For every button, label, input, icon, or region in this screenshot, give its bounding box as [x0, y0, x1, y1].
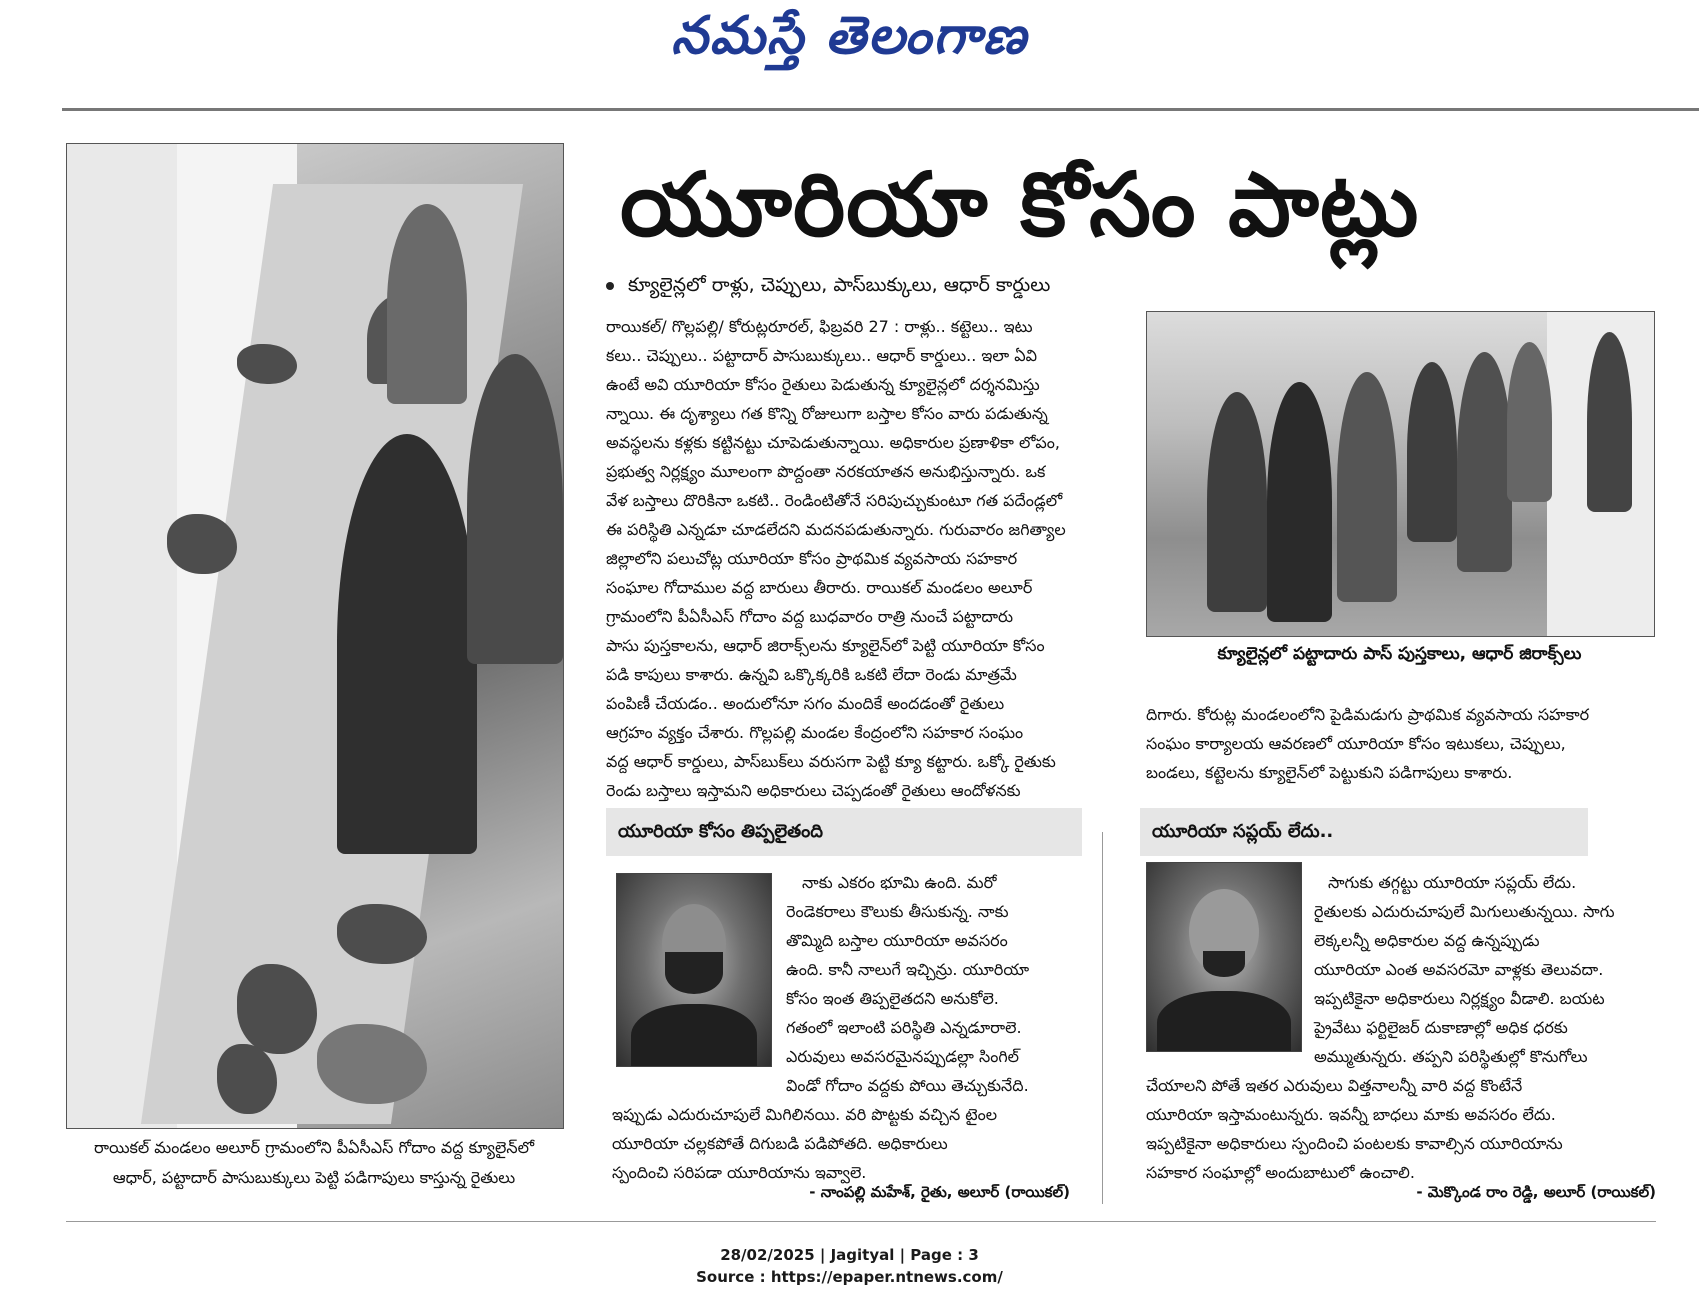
left-photo [66, 143, 564, 1129]
box-line: స్పందించి సరిపడా యూరియాను ఇవ్వాలె. [612, 1163, 867, 1182]
body-line: జిల్లాలోని పలుచోట్ల యూరియా కోసం ప్రాథమిక వ్యవసాయ సహకార [606, 549, 1018, 568]
body-line: న్నాయి. ఈ దృశ్యాలు గత కొన్ని రోజులుగా బస్తాల కోసం వారు పడుతున్న [606, 404, 1048, 423]
body-line: అవస్థలను కళ్లకు కట్టినట్టు చూపెడుతున్నాయి. అధికారుల ప్రణాళికా లోపం, [606, 433, 1061, 452]
body-line: పంపిణీ చేయడం.. అందులోనూ సగం మందికే అందడంతో రైతులు [606, 694, 1005, 713]
body-line: దిగారు. కోరుట్ల మండలంలోని పైడిమడుగు ప్రాథమిక వ్యవసాయ సహకార [1146, 705, 1590, 724]
box-left-full-text [612, 1100, 1074, 1187]
box-line: రెండెకరాలు కౌలుకు తీసుకున్న. నాకు [786, 902, 1009, 921]
footer-date-edition: 28/02/2025 | Jagityal | Page : 3 [720, 1246, 979, 1264]
box-line: గతంలో ఇలాంటి పరిస్థితి ఎన్నడూరాలె. [786, 1018, 1022, 1037]
box-line: అమ్ముతున్నరు. తప్పని పరిస్థితుల్లో కొనుగోలు [1314, 1047, 1588, 1066]
footer-source: Source : https://epaper.ntnews.com/ [696, 1268, 1003, 1286]
box-line: ఎరువులు అవసరమైనప్పుడల్లా సింగిల్ [786, 1047, 1020, 1066]
box-left-byline: - నాంపల్లి మహేశ్, రైతు, అలూర్ (రాయికల్) [809, 1183, 1070, 1201]
box-right-full-text [1146, 1071, 1654, 1187]
box-line: యూరియా ఎంత అవసరమో వాళ్లకు తెలువదా. [1314, 960, 1604, 979]
body-line: ఈ పరిస్థితి ఎన్నడూ చూడలేదని మదనపడుతున్నారు. గురువారం జగిత్యాల [606, 520, 1066, 539]
body-line: గ్రామంలోని పీఏసీఎస్ గోదాం వద్ద బుధవారం రాత్రి నుంచే పట్టాదారు [606, 607, 1014, 626]
box-line: చేయాలని పోతే ఇతర ఎరువులు విత్తనాలన్నీ వారి వద్ద కొంటేనే [1146, 1076, 1523, 1095]
bullet-dot [606, 282, 614, 290]
box-line: ఇప్పటికైనా అధికారులు స్పందించి పంటలకు కావాల్సిన యూరియాను [1146, 1134, 1563, 1153]
left-photo-caption-line1: రాయికల్ మండలం అలూర్ గ్రామంలోని పీఏసీఎస్ గోదాం వద్ద క్యూలైన్‌లో [93, 1138, 535, 1157]
footer-divider [66, 1221, 1656, 1222]
right-photo [1146, 311, 1655, 637]
box-line: సహకార సంఘాల్లో అందుబాటులో ఉంచాలి. [1146, 1163, 1415, 1182]
box-line: నాకు ఎకరం భూమి ఉంది. మరో [802, 873, 997, 892]
body-line: రెండు బస్తాలు ఇస్తామని అధికారులు చెప్పడంతో రైతులు ఆందోళనకు [606, 781, 1021, 800]
box-line: తొమ్మిది బస్తాల యూరియా అవసరం [786, 931, 1008, 950]
right-photo-caption: క్యూలైన్లలో పట్టాదారు పాస్ పుస్తకాలు, ఆధార్ జిరాక్స్‌లు [1217, 644, 1582, 664]
box-line: ఇప్పుడు ఎదురుచూపులే మిగిలినయి. వరి పొట్టకు వచ్చిన టైంల [612, 1105, 998, 1124]
left-photo-caption [66, 1133, 562, 1193]
body-line: ప్రభుత్వ నిర్లక్ష్యం మూలంగా పొద్దంతా నరకయాతన అనుభిస్తున్నారు. ఒక [606, 462, 1046, 481]
body-line: వేళ బస్తాలు దొరికినా ఒకటి.. రెండింటితోనే సరిపుచ్చుకుంటూ గత పదేండ్లలో [606, 491, 1063, 510]
box-line: ఉంది. కానీ నాలుగే ఇచ్చిన్రు. యూరియా [786, 960, 1030, 979]
body-line: పడి కాపులు కాశారు. ఉన్నవి ఒక్కొక్కరికి ఒకటి లేదా రెండు మాత్రమే [606, 665, 1017, 684]
box-right-portrait [1146, 862, 1302, 1052]
box-line: కోసం ఇంత తిప్పలైతదని అనుకోలె. [786, 989, 999, 1008]
body-line: రాయికల్/ గొల్లపల్లి/ కోరుట్లరూరల్, ఫిబ్రవరి 27 : రాళ్లు.. కట్టెలు.. ఇటు [606, 317, 1033, 336]
box-right-byline: - మెక్కొండ రాం రెడ్డి, అలూర్ (రాయికల్) [1416, 1183, 1656, 1201]
box-line: ఇప్పటికైనా అధికారులు నిర్లక్ష్యం వీడాలి. బయట [1314, 989, 1605, 1008]
box-line: లెక్కలన్నీ అధికారుల వద్ద ఉన్నప్పుడు [1314, 931, 1540, 950]
box-left-title: యూరియా కోసం తిప్పలైతంది [606, 808, 1082, 856]
body-line: పాసు పుస్తకాలను, ఆధార్ జిరాక్స్‌లను క్యూలైన్‌లో పెట్టి యూరియా కోసం [606, 636, 1045, 655]
body-line: ఆగ్రహం వ్యక్తం చేశారు. గొల్లపల్లి మండల కేంద్రంలోని సహకార సంఘం [606, 723, 1024, 742]
box-line: యూరియా చల్లకపోతే దిగుబడి పడిపోతది. అధికారులు [612, 1134, 948, 1153]
box-line: యూరియా ఇస్తామంటున్నరు. ఇవన్నీ బాధలు మాకు అవసరం లేదు. [1146, 1105, 1556, 1124]
box-line: రైతులకు ఎదురుచూపులే మిగులుతున్నయి. సాగు [1314, 902, 1615, 921]
box-left-side-text [786, 868, 1076, 1100]
body-line: సంఘం కార్యాలయ ఆవరణలో యూరియా కోసం ఇటుకలు, చెప్పులు, [1146, 734, 1566, 753]
article-headline: యూరియా కోసం పాట్లు [620, 153, 1420, 256]
box-line: విండో గోదాం వద్దకు పోయి తెచ్చుకునేది. [786, 1076, 1029, 1095]
article-body-right [1146, 700, 1653, 787]
box-right-title: యూరియా సప్లయ్ లేదు.. [1140, 808, 1588, 856]
body-line: బండలు, కట్టెలను క్యూలైన్‌లో పెట్టుకుని పడిగాపులు కాశారు. [1146, 763, 1513, 782]
body-line: సంఘాల గోదాముల వద్ద బారులు తీరారు. రాయికల్ మండలం అలూర్ [606, 578, 1033, 597]
body-line: వద్ద ఆధార్ కార్డులు, పాస్‌బుక్‌లు వరుసగా పెట్టి క్యూ కట్టారు. ఒక్కో రైతుకు [606, 752, 1056, 771]
box-line: సాగుకు తగ్గట్టు యూరియా సప్లయ్ లేదు. [1328, 873, 1577, 892]
left-photo-caption-line2: ఆధార్, పట్టాదార్ పాసుబుక్కులు పెట్టి పడిగాపులు కాస్తున్న రైతులు [112, 1168, 516, 1187]
box-left-portrait [616, 873, 772, 1067]
body-line: ఉంటే అవి యూరియా కోసం రైతులు పెడుతున్న క్యూలైన్లలో దర్శనమిస్తు [606, 375, 1040, 394]
article-body-left [606, 312, 1120, 805]
body-line: కలు.. చెప్పులు.. పట్టాదార్ పాసుబుక్కులు.. ఆధార్ కార్డులు.. ఇలా ఏవి [606, 346, 1037, 365]
box-right-side-text [1314, 868, 1654, 1071]
masthead-divider [62, 108, 1699, 111]
box-line: ప్రైవేటు ఫర్టిలైజర్ దుకాణాల్లో అధిక ధరకు [1314, 1018, 1568, 1037]
article-bullet [606, 270, 1166, 300]
masthead-logo: నమస్తే తెలంగాణ [671, 6, 1028, 66]
box-divider [1102, 832, 1103, 1204]
article-bullet-text: క్యూలైన్లలో రాళ్లు, చెప్పులు, పాస్‌బుక్కులు, ఆధార్ కార్డులు [628, 274, 1051, 296]
